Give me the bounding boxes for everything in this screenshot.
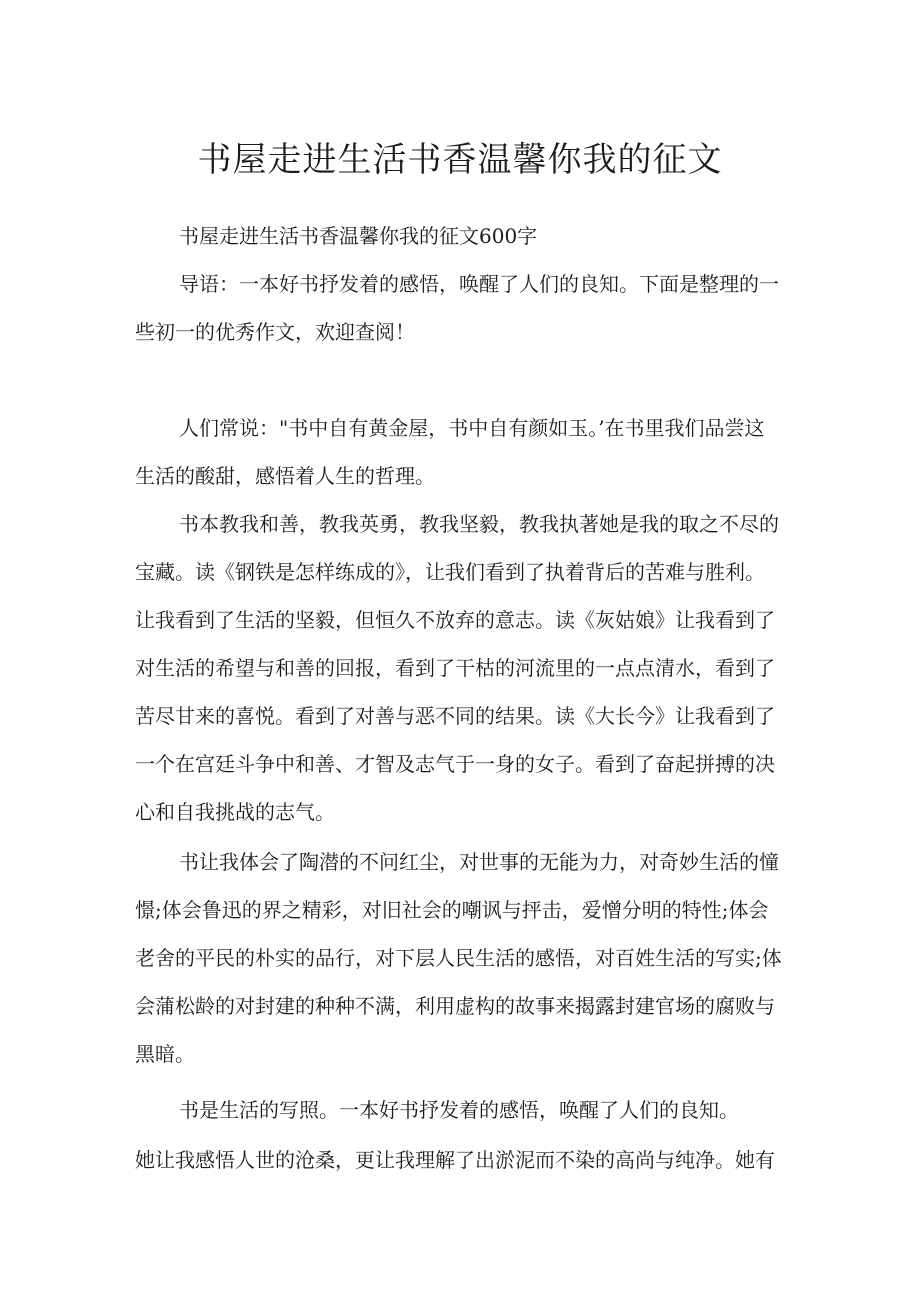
paragraph-line: 书本教我和善，教我英勇，教我坚毅，教我执著她是我的取之不尽的 — [179, 512, 779, 536]
paragraph-line: 生活的酸甜，感悟着人生的哲理。 — [135, 464, 435, 488]
subtitle-line: 书屋走进生活书香温馨你我的征文600字 — [179, 224, 538, 248]
paragraph-line: 书是生活的写照。一本好书抒发着的感悟，唤醒了人们的良知。 — [179, 1098, 739, 1122]
paragraph-line: 让我看到了生活的坚毅，但恒久不放弃的意志。读《灰姑娘》让我看到了 — [135, 608, 775, 632]
paragraph-line: 宝藏。读《钢铁是怎样练成的》，让我们看到了执着背后的苦难与胜利。 — [135, 560, 765, 584]
paragraph-line: 人们常说："书中自有黄金屋，书中自有颜如玉。’在书里我们品尝这 — [179, 416, 765, 440]
paragraph-line: 导语：一本好书抒发着的感悟，唤醒了人们的良知。下面是整理的一 — [179, 272, 779, 296]
paragraph-line: 憬;体会鲁迅的界之精彩，对旧社会的嘲讽与抨击，爱憎分明的特性;体会 — [135, 898, 769, 922]
paragraph-line: 会蒲松龄的对封建的种种不满，利用虚构的故事来揭露封建官场的腐败与 — [135, 994, 775, 1018]
paragraph-line: 老舍的平民的朴实的品行，对下层人民生活的感悟，对百姓生活的写实;体 — [135, 946, 782, 970]
paragraph-line: 黑暗。 — [135, 1042, 195, 1066]
document-title: 书屋走进生活书香温馨你我的征文 — [197, 140, 723, 180]
paragraph-line: 她让我感悟人世的沧桑，更让我理解了出淤泥而不染的高尚与纯净。她有 — [135, 1148, 775, 1172]
paragraph-line: 书让我体会了陶潜的不问红尘，对世事的无能为力，对奇妙生活的憧 — [179, 850, 779, 874]
paragraph-line: 苦尽甘来的喜悦。看到了对善与恶不同的结果。读《大长今》让我看到了 — [135, 704, 775, 728]
paragraph-line: 些初一的优秀作文，欢迎查阅！ — [135, 320, 415, 344]
paragraph-line: 一个在宫廷斗争中和善、才智及志气于一身的女子。看到了奋起拼搏的决 — [135, 752, 775, 776]
paragraph-line: 对生活的希望与和善的回报，看到了干枯的河流里的一点点清水，看到了 — [135, 656, 775, 680]
paragraph-line: 心和自我挑战的志气。 — [135, 800, 335, 824]
